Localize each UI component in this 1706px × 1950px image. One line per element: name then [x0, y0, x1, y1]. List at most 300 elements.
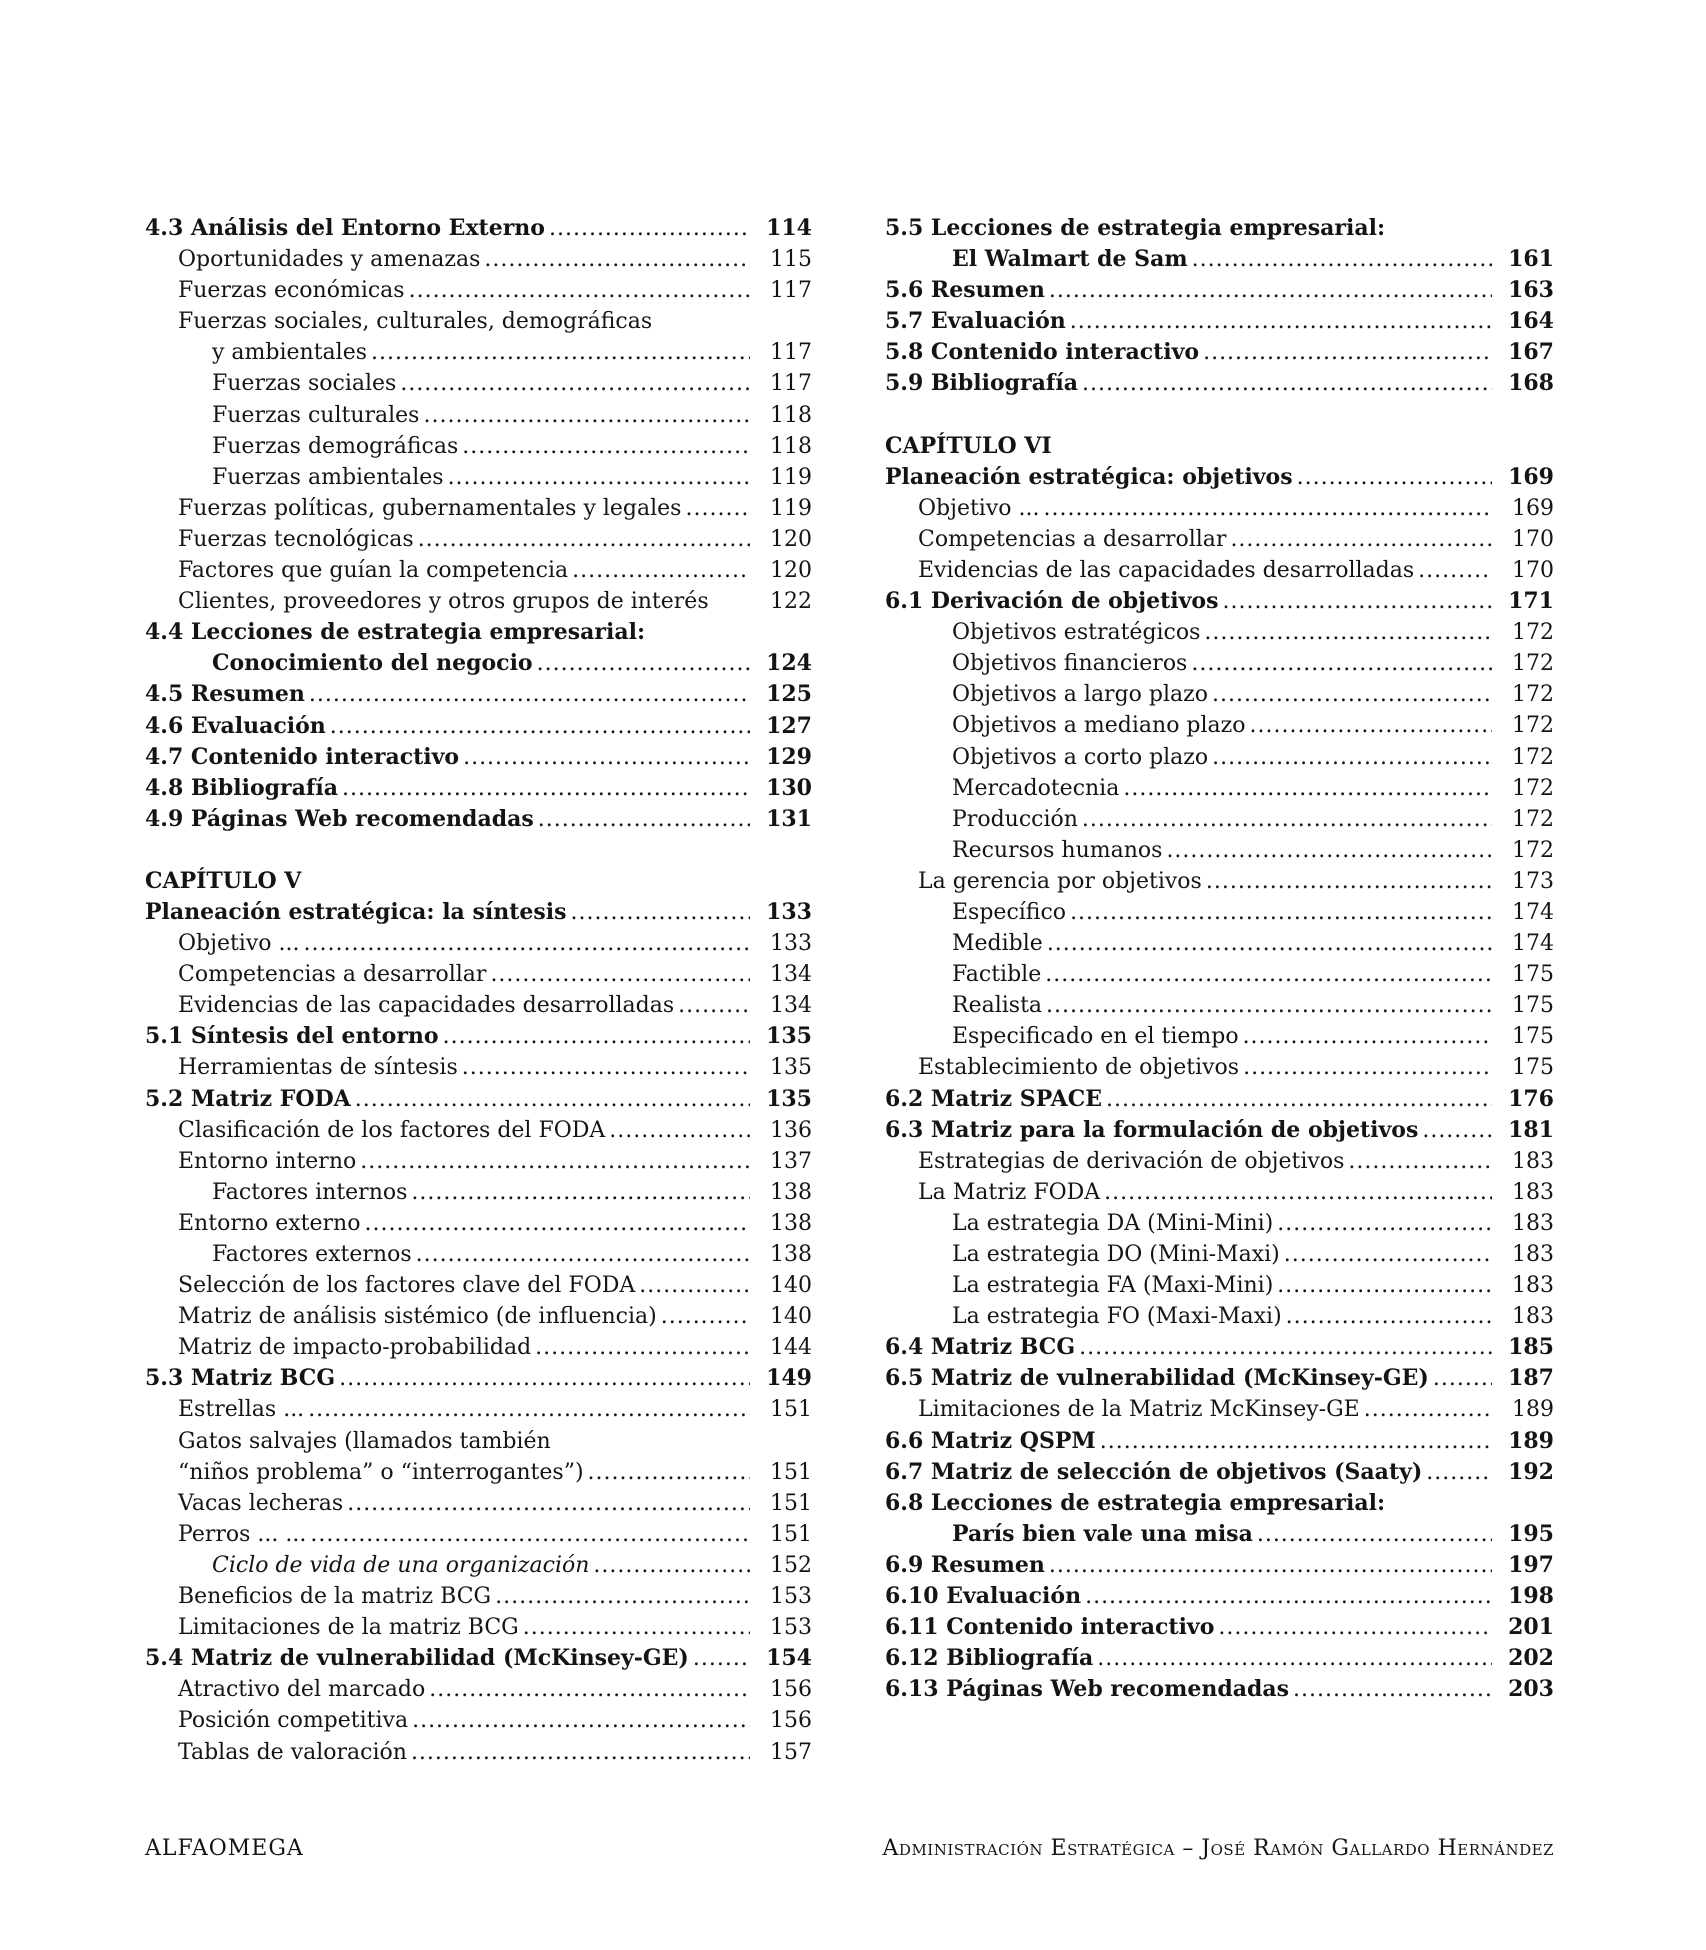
toc-entry-title: 6.3 Matriz para la formulación de objetivos: [885, 1116, 1419, 1143]
toc-entry-page-number: 135: [770, 1055, 812, 1081]
footer-book-title-author: Administración Estratégica – José Ramón Gallardo Hernández: [882, 1836, 1554, 1861]
dot-leader: [538, 804, 750, 835]
toc-entry-page-number: 172: [1512, 620, 1554, 646]
toc-entry-title: 6.13 Páginas Web recomendadas: [885, 1676, 1290, 1703]
toc-entry-page-number: 131: [766, 805, 812, 832]
dot-leader: [411, 1737, 750, 1768]
dot-leader: [409, 275, 750, 306]
toc-entry-title: 6.7 Matriz de selección de objetivos (Saaty): [885, 1458, 1423, 1485]
toc-entry-title: Estrellas ...: [178, 1397, 305, 1423]
dot-leader: [423, 400, 750, 431]
toc-entry-title: Planeación estratégica: objetivos: [885, 463, 1293, 490]
toc-entry: [145, 617, 812, 648]
toc-entry: [145, 431, 812, 462]
toc-entry: [145, 462, 812, 493]
toc-entry-page-number: 185: [1508, 1334, 1554, 1361]
toc-entry-title: Clientes, proveedores y otros grupos de interés: [178, 589, 709, 615]
toc-entry-page-number: 175: [1512, 993, 1554, 1019]
toc-entry-title: 6.10 Evaluación: [885, 1583, 1082, 1610]
dot-leader: [685, 493, 750, 524]
dot-leader: [1192, 244, 1492, 275]
toc-entry-title: Matriz de impacto-probabilidad: [178, 1335, 532, 1361]
dot-leader: [443, 1021, 750, 1052]
toc-entry-page-number: 156: [770, 1708, 812, 1734]
dot-leader: [1243, 1052, 1492, 1083]
dot-leader: [535, 1332, 750, 1363]
toc-entry: [145, 1021, 812, 1052]
dot-leader: [1106, 1084, 1492, 1115]
toc-entry-title: 4.4 Lecciones de estrategia empresarial:: [145, 619, 646, 646]
toc-entry-title: 4.6 Evaluación: [145, 712, 326, 739]
toc-entry: [145, 1052, 812, 1083]
toc-entry: [885, 555, 1554, 586]
toc-entry-page-number: 130: [766, 774, 812, 801]
toc-entry: [885, 1457, 1554, 1488]
toc-entry-title: Gatos salvajes (llamados también: [178, 1428, 551, 1454]
dot-leader: [1286, 1301, 1492, 1332]
dot-leader: [1100, 1426, 1492, 1457]
dot-leader: [1085, 1581, 1492, 1612]
toc-entry-title: 6.8 Lecciones de estrategia empresarial:: [885, 1489, 1386, 1516]
dot-leader: [1277, 1208, 1492, 1239]
toc-entry-page-number: 168: [1508, 370, 1554, 397]
toc-entry: [145, 1177, 812, 1208]
toc-entry-title: 6.5 Matriz de vulnerabilidad (McKinsey-GE): [885, 1365, 1429, 1392]
toc-entry-title: Factores internos: [212, 1179, 408, 1205]
toc-entry-page-number: 175: [1512, 962, 1554, 988]
toc-entry-page-number: 183: [1512, 1148, 1554, 1174]
toc-entry-title: 4.3 Análisis del Entorno Externo: [145, 215, 545, 241]
toc-entry: [885, 1301, 1554, 1332]
dot-leader: [1243, 1021, 1492, 1052]
toc-entry-title: Medible: [952, 931, 1043, 957]
dot-leader: [1206, 866, 1492, 897]
toc-entry-title: Objetivos a corto plazo: [952, 744, 1209, 770]
toc-entry-page-number: 172: [1512, 806, 1554, 832]
toc-entry-page-number: 138: [770, 1179, 812, 1205]
dot-leader: [1212, 679, 1492, 710]
toc-entry-page-number: 138: [770, 1210, 812, 1236]
dot-leader: [1166, 835, 1492, 866]
toc-entry: [885, 1581, 1554, 1612]
toc-entry-page-number: 170: [1512, 526, 1554, 552]
dot-leader: [371, 337, 750, 368]
toc-entry: [145, 306, 812, 337]
toc-entry-page-number: 167: [1508, 339, 1554, 366]
toc-entry: [145, 524, 812, 555]
toc-entry-page-number: 122: [770, 589, 812, 615]
toc-entry: [885, 1612, 1554, 1643]
toc-entry-title: Oportunidades y amenazas: [178, 247, 481, 273]
toc-entry: [145, 928, 812, 959]
dot-leader: [462, 431, 750, 462]
toc-entry: [145, 1394, 812, 1425]
toc-entry: [885, 1239, 1554, 1270]
dot-leader: [549, 213, 750, 244]
dot-leader: [1204, 617, 1492, 648]
dot-leader: [308, 1394, 750, 1425]
dot-leader: [639, 1270, 750, 1301]
dot-leader: [1422, 1115, 1492, 1146]
toc-entry-page-number: 173: [1512, 868, 1554, 894]
toc-entry: [145, 1115, 812, 1146]
toc-entry-title: La estrategia DA (Mini-Mini): [952, 1210, 1274, 1236]
toc-entry-title: Atractivo del marcado: [178, 1677, 426, 1703]
toc-entry-title: Fuerzas culturales: [212, 402, 420, 428]
toc-entry: [885, 1177, 1554, 1208]
dot-leader: [588, 1457, 750, 1488]
dot-leader: [1426, 1457, 1492, 1488]
dot-leader: [1123, 773, 1492, 804]
toc-entry-page-number: 153: [770, 1584, 812, 1610]
toc-entry-title: La estrategia DO (Mini-Maxi): [952, 1242, 1280, 1267]
toc-entry: [885, 462, 1554, 493]
toc-entry: [885, 1674, 1554, 1705]
toc-entry-title: Objetivo ...: [178, 931, 300, 957]
toc-entry-page-number: 149: [766, 1365, 812, 1392]
dot-leader: [1070, 306, 1492, 337]
toc-entry-page-number: 171: [1508, 588, 1554, 615]
toc-entry: [885, 866, 1554, 897]
toc-entry-title: CAPÍTULO V: [145, 867, 302, 894]
toc-entry-title: Ciclo de vida de una organización: [212, 1552, 590, 1578]
toc-entry: [885, 1426, 1554, 1457]
toc-entry-page-number: 120: [770, 526, 812, 552]
toc-entry-title: 5.5 Lecciones de estrategia empresarial:: [885, 215, 1386, 241]
toc-entry-title: y ambientales: [212, 340, 368, 366]
toc-entry: [885, 1550, 1554, 1581]
toc-entry-title: Tablas de valoración: [178, 1739, 407, 1765]
toc-entry-page-number: 140: [770, 1304, 812, 1330]
toc-entry-page-number: 174: [1512, 931, 1554, 957]
toc-entry: [885, 835, 1554, 866]
dot-leader: [418, 524, 750, 555]
toc-entry-title: Producción: [952, 806, 1078, 832]
dot-leader: [364, 1208, 750, 1239]
dot-leader: [678, 990, 750, 1021]
toc-entry-title: 4.9 Páginas Web recomendadas: [145, 805, 534, 832]
toc-entry-page-number: 195: [1508, 1520, 1554, 1547]
toc-entry-title: 4.8 Bibliografía: [145, 774, 338, 801]
dot-leader: [1277, 1270, 1492, 1301]
toc-entry-page-number: 151: [770, 1521, 812, 1547]
toc-entry-page-number: 189: [1508, 1427, 1554, 1454]
toc-entry: [145, 742, 812, 773]
toc-entry: [885, 990, 1554, 1021]
toc-entry-page-number: 151: [770, 1459, 812, 1485]
toc-entry: [885, 804, 1554, 835]
dot-leader: [355, 1084, 750, 1115]
toc-entry: [145, 275, 812, 306]
dot-leader: [693, 1643, 750, 1674]
dot-leader: [572, 555, 750, 586]
toc-entry-title: Objetivos a largo plazo: [952, 682, 1208, 708]
toc-entry: [885, 368, 1554, 399]
toc-entry: [885, 897, 1554, 928]
dot-leader: [1082, 804, 1492, 835]
toc-entry-page-number: 151: [770, 1397, 812, 1423]
toc-entry-page-number: 183: [1512, 1179, 1554, 1205]
toc-entry-page-number: 172: [1512, 713, 1554, 739]
chapter-heading: [145, 866, 812, 897]
toc-entry-title: 6.4 Matriz BCG: [885, 1334, 1076, 1361]
toc-entry-title: CAPÍTULO VI: [885, 432, 1052, 459]
toc-entry-page-number: 127: [766, 712, 812, 739]
dot-leader: [537, 648, 750, 679]
toc-entry-title: La estrategia FA (Maxi-Mini): [952, 1273, 1274, 1299]
toc-entry-page-number: 172: [1512, 837, 1554, 863]
toc-entry-title: Entorno interno: [178, 1148, 357, 1174]
dot-leader: [1218, 1612, 1492, 1643]
toc-entry-page-number: 169: [1508, 463, 1554, 490]
toc-entry: [885, 1052, 1554, 1083]
toc-entry-page-number: 198: [1508, 1583, 1554, 1610]
toc-entry-title: Factores externos: [212, 1242, 412, 1267]
toc-entry-title: 5.2 Matriz FODA: [145, 1085, 351, 1112]
toc-entry: [145, 1581, 812, 1612]
toc-entry-page-number: 183: [1512, 1273, 1554, 1299]
dot-leader: [1223, 586, 1493, 617]
dot-leader: [303, 928, 750, 959]
dot-leader: [1212, 742, 1492, 773]
dot-leader: [1230, 524, 1492, 555]
toc-entry-title: Fuerzas ambientales: [212, 464, 444, 490]
toc-entry: [145, 1737, 812, 1768]
toc-entry-page-number: 136: [770, 1117, 812, 1143]
toc-entry-title: 6.11 Contenido interactivo: [885, 1614, 1215, 1641]
dot-leader: [1191, 648, 1492, 679]
toc-entry: [885, 213, 1554, 244]
toc-entry-title: Perros ... ...: [178, 1521, 307, 1547]
toc-entry-page-number: 154: [766, 1645, 812, 1672]
toc-entry-page-number: 120: [770, 558, 812, 584]
toc-entry: [885, 959, 1554, 990]
toc-entry: [885, 1115, 1554, 1146]
dot-leader: [1047, 928, 1492, 959]
dot-leader: [1203, 337, 1492, 368]
toc-entry-title: Fuerzas sociales, culturales, demográficas: [178, 309, 653, 335]
toc-entry-title: Especificado en el tiempo: [952, 1024, 1239, 1050]
toc-entry-page-number: 153: [770, 1615, 812, 1641]
toc-entry-page-number: 192: [1508, 1458, 1554, 1485]
toc-entry: [885, 275, 1554, 306]
toc-entry-page-number: 174: [1512, 899, 1554, 925]
toc-entry: [145, 493, 812, 524]
dot-leader: [661, 1301, 750, 1332]
toc-entry-title: 4.5 Resumen: [145, 681, 305, 708]
toc-entry: [145, 1550, 812, 1581]
toc-entry-page-number: 134: [770, 993, 812, 1019]
dot-leader: [448, 462, 750, 493]
toc-entry-title: Beneficios de la matriz BCG: [178, 1584, 492, 1610]
dot-leader: [462, 1052, 750, 1083]
toc-entry-title: Fuerzas económicas: [178, 278, 405, 304]
toc-entry: [145, 1457, 812, 1488]
dot-leader: [593, 1550, 750, 1581]
toc-entry-title: Objetivo ...: [918, 495, 1040, 521]
toc-entry: [885, 742, 1554, 773]
toc-entry: [145, 648, 812, 679]
toc-entry-title: 5.8 Contenido interactivo: [885, 339, 1200, 366]
toc-entry: [145, 368, 812, 399]
toc-entry: [145, 1426, 812, 1457]
toc-entry-title: 5.7 Evaluación: [885, 308, 1066, 335]
dot-leader: [1293, 1674, 1492, 1705]
toc-entry-title: Competencias a desarrollar: [918, 526, 1227, 552]
toc-entry-page-number: 170: [1512, 557, 1554, 583]
dot-leader: [310, 1519, 750, 1550]
toc-entry-title: 6.2 Matriz SPACE: [885, 1085, 1102, 1112]
toc-entry: [885, 337, 1554, 368]
toc-entry: [145, 1239, 812, 1270]
toc-entry: [145, 773, 812, 804]
toc-entry-page-number: 115: [770, 247, 812, 273]
dot-leader: [1046, 990, 1492, 1021]
dot-leader: [360, 1146, 750, 1177]
toc-entry-page-number: 164: [1508, 308, 1554, 335]
toc-entry: [145, 337, 812, 368]
dot-leader: [1418, 555, 1492, 586]
toc-entry: [145, 711, 812, 742]
dot-leader: [1045, 959, 1492, 990]
toc-entry-page-number: 129: [766, 743, 812, 770]
toc-entry: [145, 1705, 812, 1736]
dot-leader: [342, 773, 750, 804]
toc-entry: [145, 1488, 812, 1519]
toc-entry-title: 6.1 Derivación de objetivos: [885, 588, 1219, 615]
toc-entry-page-number: 202: [1508, 1645, 1554, 1672]
toc-entry: [145, 555, 812, 586]
toc-entry: [885, 1363, 1554, 1394]
toc-entry-title: Posición competitiva: [178, 1708, 409, 1734]
toc-entry-title: Vacas lecheras: [178, 1490, 344, 1516]
toc-entry: [885, 617, 1554, 648]
toc-entry-page-number: 151: [770, 1490, 812, 1516]
toc-entry-title: Clasificación de los factores del FODA: [178, 1117, 606, 1143]
toc-entry: [885, 1146, 1554, 1177]
toc-entry-page-number: 172: [1512, 682, 1554, 708]
toc-entry-title: Selección de los factores clave del FODA: [178, 1273, 636, 1299]
dot-leader: [416, 1239, 750, 1270]
toc-entry: [145, 1363, 812, 1394]
toc-entry: [885, 306, 1554, 337]
toc-entry: [885, 1488, 1554, 1519]
toc-entry-page-number: 183: [1512, 1242, 1554, 1267]
toc-entry-page-number: 118: [770, 402, 812, 428]
toc-entry-page-number: 144: [770, 1335, 812, 1361]
dot-leader: [400, 368, 750, 399]
toc-entry: [885, 1021, 1554, 1052]
toc-entry-page-number: 117: [770, 278, 812, 304]
toc-entry: [145, 679, 812, 710]
toc-entry: [145, 959, 812, 990]
toc-entry: [145, 804, 812, 835]
toc-entry-title: Limitaciones de la Matriz McKinsey-GE: [918, 1397, 1360, 1423]
toc-entry-page-number: 172: [1512, 744, 1554, 770]
toc-entry-page-number: 161: [1508, 246, 1554, 273]
toc-entry-page-number: 183: [1512, 1304, 1554, 1330]
toc-entry-title: Conocimiento del negocio: [212, 650, 533, 677]
toc-entry-page-number: 135: [766, 1023, 812, 1050]
toc-entry-page-number: 117: [770, 340, 812, 366]
toc-entry-page-number: 163: [1508, 277, 1554, 304]
toc-entry: [145, 586, 812, 617]
dot-leader: [1104, 1177, 1492, 1208]
toc-entry-page-number: 135: [766, 1085, 812, 1112]
toc-entry: [885, 928, 1554, 959]
dot-leader: [1082, 368, 1492, 399]
toc-entry-title: Objetivos a mediano plazo: [952, 713, 1246, 739]
toc-entry-title: La estrategia FO (Maxi-Maxi): [952, 1304, 1282, 1330]
toc-entry-page-number: 137: [770, 1148, 812, 1174]
toc-entry-page-number: 197: [1508, 1551, 1554, 1578]
toc-entry: [145, 1519, 812, 1550]
toc-entry-page-number: 119: [770, 495, 812, 521]
toc-entry: [145, 244, 812, 275]
toc-entry-title: Objetivos estratégicos: [952, 620, 1201, 646]
toc-entry-title: Matriz de análisis sistémico (de influencia): [178, 1304, 657, 1330]
dot-leader: [1250, 710, 1493, 741]
toc-entry: [145, 1270, 812, 1301]
toc-entry: [885, 244, 1554, 275]
toc-entry: [145, 400, 812, 431]
toc-entry-title: Fuerzas sociales: [212, 371, 397, 397]
toc-entry-page-number: 156: [770, 1677, 812, 1703]
dot-leader: [1097, 1643, 1492, 1674]
toc-entry-title: Realista: [952, 993, 1043, 1019]
toc-entry-title: Competencias a desarrollar: [178, 962, 487, 988]
dot-leader: [429, 1674, 750, 1705]
toc-entry: [145, 1084, 812, 1115]
dot-leader: [484, 244, 750, 275]
toc-entry-title: Recursos humanos: [952, 837, 1163, 863]
toc-entry: [145, 1674, 812, 1705]
toc-entry-title: Fuerzas políticas, gubernamentales y legales: [178, 495, 682, 521]
toc-entry-page-number: 172: [1512, 651, 1554, 677]
toc-entry: [145, 1612, 812, 1643]
toc-entry-page-number: 187: [1508, 1365, 1554, 1392]
toc-entry-title: Fuerzas demográficas: [212, 433, 459, 459]
toc-entry-page-number: 140: [770, 1273, 812, 1299]
toc-entry-page-number: 176: [1508, 1085, 1554, 1112]
toc-entry-page-number: 125: [766, 681, 812, 708]
toc-entry-title: 5.1 Síntesis del entorno: [145, 1023, 439, 1050]
toc-right-column: [885, 213, 1554, 1705]
toc-entry: [145, 1643, 812, 1674]
toc-entry-page-number: 133: [766, 898, 812, 925]
toc-entry: [145, 1332, 812, 1363]
toc-entry-title: 5.3 Matriz BCG: [145, 1365, 336, 1392]
toc-entry-page-number: 114: [766, 215, 812, 241]
toc-entry: [145, 990, 812, 1021]
toc-entry-page-number: 201: [1508, 1614, 1554, 1641]
toc-entry-title: Entorno externo: [178, 1210, 361, 1236]
toc-entry-title: Específico: [952, 899, 1067, 925]
dot-leader: [1257, 1519, 1492, 1550]
toc-entry-title: Fuerzas tecnológicas: [178, 526, 414, 552]
toc-entry: [145, 1301, 812, 1332]
footer-publisher: ALFAOMEGA: [145, 1836, 304, 1861]
toc-entry: [885, 679, 1554, 710]
dot-leader: [495, 1581, 750, 1612]
toc-entry: [885, 493, 1554, 524]
toc-entry-title: París bien vale una misa: [952, 1520, 1253, 1547]
toc-entry: [885, 1332, 1554, 1363]
toc-entry: [885, 586, 1554, 617]
toc-entry-title: Estrategias de derivación de objetivos: [918, 1148, 1345, 1174]
dot-leader: [347, 1488, 750, 1519]
dot-leader: [330, 711, 750, 742]
